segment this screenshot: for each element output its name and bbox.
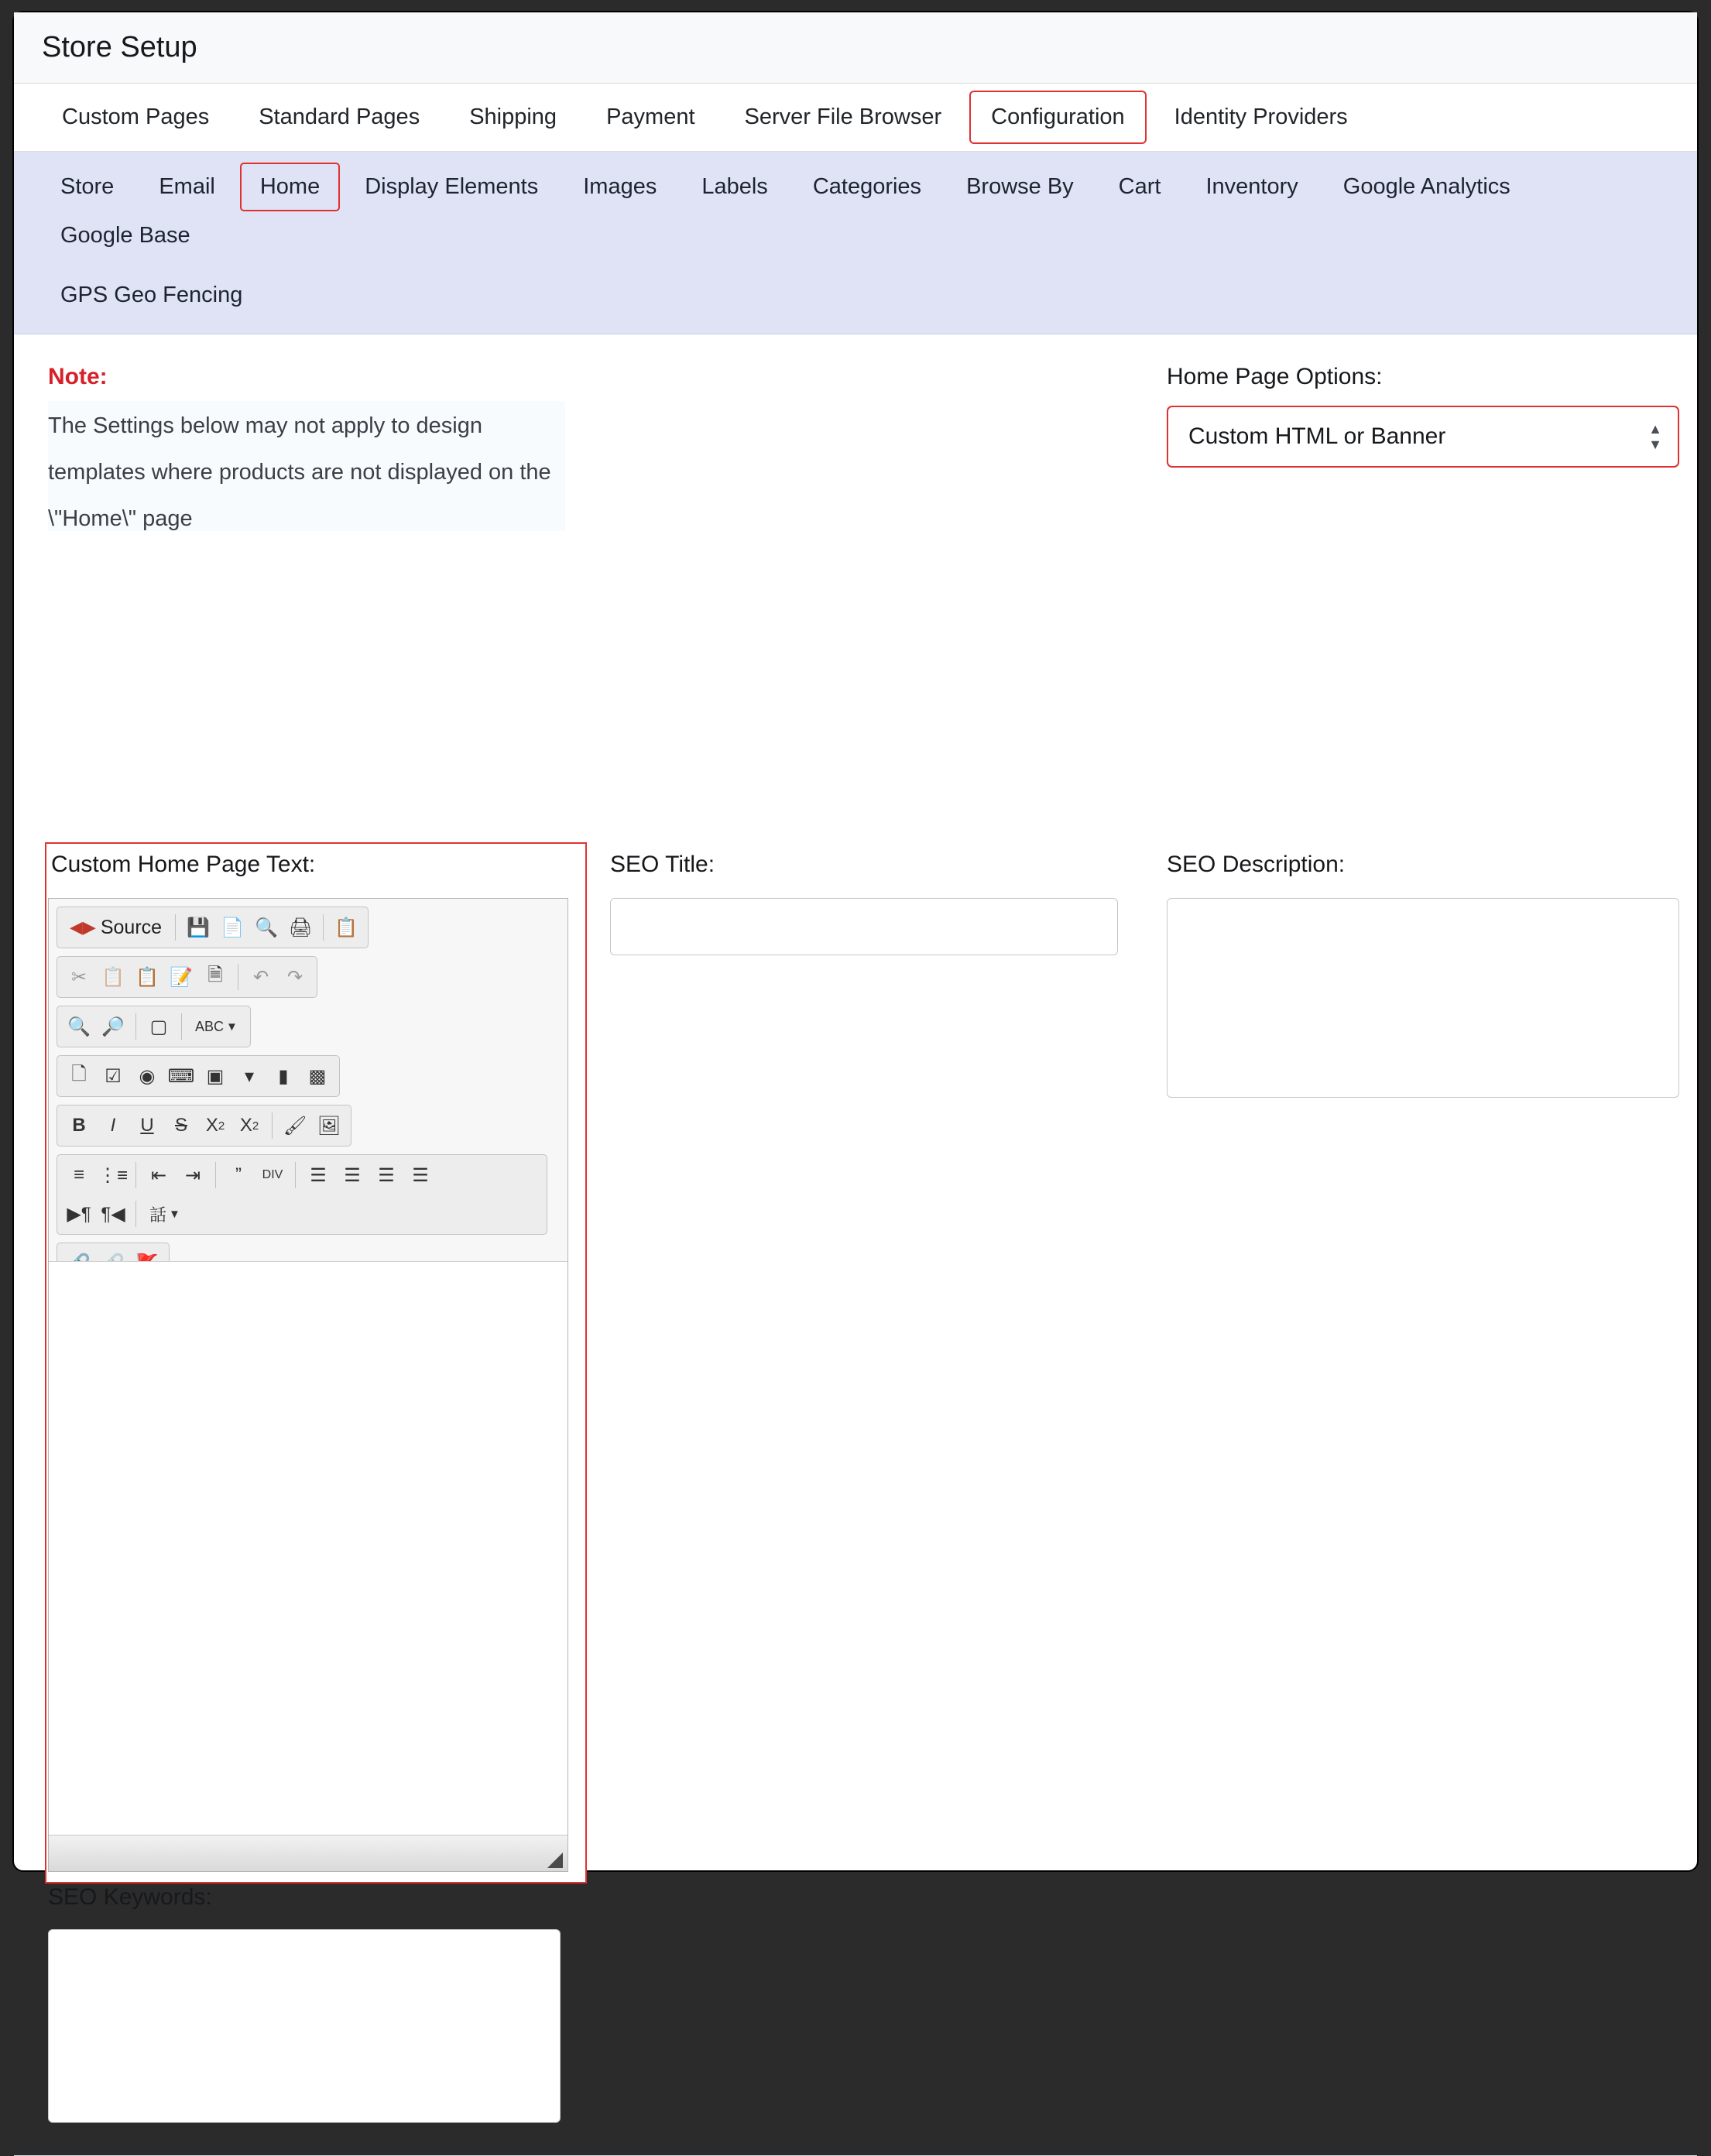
spell-check-icon[interactable]: ABC ▼: [195, 1018, 238, 1034]
superscript-icon[interactable]: X 2: [239, 1115, 259, 1136]
form-icon[interactable]: 🗋: [71, 1063, 87, 1085]
bulleted-list-icon[interactable]: ⋮≡: [98, 1164, 128, 1186]
toolbar-separator: [135, 1013, 136, 1040]
toolbar-group-paragraph: [57, 1154, 547, 1235]
subtab-browse-by[interactable]: Browse By: [966, 174, 1074, 199]
settings-content: [14, 334, 1697, 1938]
text-direction-ltr-icon[interactable]: ▶¶: [67, 1203, 91, 1225]
strikethrough-icon[interactable]: S: [174, 1115, 187, 1136]
tab-custom-pages[interactable]: Custom Pages: [62, 105, 210, 129]
subtab-email[interactable]: Email: [159, 174, 215, 199]
tab-shipping[interactable]: Shipping: [469, 105, 557, 129]
source-button[interactable]: ◀▶ Source: [70, 916, 163, 938]
editor-content-area[interactable]: [49, 1261, 567, 1836]
preview-icon[interactable]: 🔍: [255, 917, 278, 938]
selection-field-icon[interactable]: ▾: [244, 1065, 255, 1087]
find-icon[interactable]: 🔍: [67, 1016, 91, 1037]
subscript-icon[interactable]: X 2: [205, 1115, 225, 1136]
save-icon[interactable]: 💾: [187, 917, 210, 938]
seo-keywords-label: SEO Keywords:: [48, 1884, 212, 1910]
secondary-tab-row-1: [40, 163, 1671, 260]
seo-description-input[interactable]: [1167, 898, 1679, 1098]
toolbar-separator: [135, 1162, 136, 1188]
text-field-icon[interactable]: ⌨: [167, 1065, 195, 1087]
stepper-arrows-icon: ▲ ▼: [1648, 421, 1662, 452]
home-page-options-select[interactable]: [1167, 406, 1679, 468]
templates-icon[interactable]: 📋: [334, 917, 358, 938]
copy-formatting-icon[interactable]: 🖼: [317, 1115, 341, 1136]
toolbar-group-editing: [57, 1006, 251, 1047]
home-page-options-value: Custom HTML or Banner: [1188, 423, 1446, 449]
window-titlebar: [14, 12, 1697, 84]
radio-button-icon[interactable]: ◉: [139, 1065, 156, 1087]
subtab-home[interactable]: Home: [240, 163, 340, 211]
primary-tab-bar: [14, 84, 1697, 152]
note-box: [48, 401, 565, 531]
bold-icon[interactable]: B: [72, 1115, 86, 1136]
toolbar-separator: [181, 1013, 182, 1040]
rich-text-editor: [48, 898, 568, 1872]
text-direction-rtl-icon[interactable]: ¶◀: [101, 1203, 125, 1225]
toolbar-separator: [215, 1162, 216, 1188]
secondary-tab-bar: [14, 152, 1697, 334]
language-icon[interactable]: 話 ▼: [149, 1205, 180, 1225]
toolbar-separator: [295, 1162, 296, 1188]
seo-keywords-input[interactable]: [48, 1929, 561, 2123]
toolbar-group-clipboard: [57, 956, 317, 998]
create-div-icon[interactable]: DIV: [262, 1168, 283, 1181]
seo-title-input[interactable]: [610, 898, 1118, 955]
cut-icon[interactable]: ✂: [70, 966, 87, 988]
tab-identity-providers[interactable]: Identity Providers: [1174, 105, 1348, 129]
tab-standard-pages[interactable]: Standard Pages: [259, 105, 420, 129]
textarea-icon[interactable]: ▣: [206, 1065, 225, 1087]
subtab-gps-geo-fencing[interactable]: GPS Geo Fencing: [60, 283, 243, 307]
print-icon[interactable]: 🖨: [288, 917, 313, 938]
paste-icon[interactable]: 📋: [135, 966, 159, 988]
home-page-options-label: Home Page Options:: [1167, 364, 1383, 389]
page-title: Store Setup: [42, 31, 197, 63]
image-button-icon[interactable]: ▩: [308, 1065, 327, 1087]
checkbox-icon[interactable]: ☑: [105, 1065, 122, 1087]
align-left-icon[interactable]: ☰: [310, 1164, 327, 1186]
redo-icon[interactable]: ↷: [286, 966, 303, 988]
toolbar-separator: [323, 914, 324, 941]
align-right-icon[interactable]: ☰: [378, 1164, 395, 1186]
tab-server-file-browser[interactable]: Server File Browser: [744, 105, 942, 129]
remove-format-icon[interactable]: 🖌: [283, 1115, 307, 1136]
seo-description-label: SEO Description:: [1167, 852, 1346, 877]
numbered-list-icon[interactable]: ≡: [73, 1164, 84, 1185]
note-text: The Settings below may not apply to design templates where products are not displayed on the \"Home\" page: [48, 413, 551, 531]
subtab-store[interactable]: Store: [60, 174, 115, 199]
paste-as-plain-text-icon[interactable]: 📝: [170, 966, 193, 988]
editor-footer: [49, 1835, 567, 1871]
underline-icon[interactable]: U: [140, 1115, 154, 1136]
new-page-icon[interactable]: 📄: [221, 917, 244, 938]
toolbar-group-document: [57, 907, 369, 948]
button-icon[interactable]: ▮: [278, 1065, 289, 1087]
toolbar-separator: [272, 1112, 273, 1139]
secondary-tab-row-2: [40, 271, 1671, 320]
subtab-images[interactable]: Images: [583, 174, 657, 199]
subtab-inventory[interactable]: Inventory: [1205, 174, 1298, 199]
tab-configuration[interactable]: Configuration: [969, 91, 1147, 144]
increase-indent-icon[interactable]: ⇥: [184, 1164, 201, 1186]
store-setup-window: [12, 11, 1699, 1910]
select-all-icon[interactable]: ▢: [149, 1016, 168, 1037]
note-label: Note:: [48, 364, 108, 389]
seo-title-label: SEO Title:: [610, 852, 715, 877]
align-center-icon[interactable]: ☰: [344, 1164, 361, 1186]
resize-grip-icon[interactable]: [547, 1853, 563, 1868]
italic-icon[interactable]: I: [110, 1115, 116, 1136]
paste-from-word-icon[interactable]: 🗎: [207, 964, 223, 985]
replace-icon[interactable]: 🔎: [101, 1016, 125, 1037]
subtab-google-analytics[interactable]: Google Analytics: [1342, 174, 1510, 199]
subtab-labels[interactable]: Labels: [701, 174, 768, 199]
subtab-cart[interactable]: Cart: [1118, 174, 1161, 199]
copy-icon[interactable]: 📋: [101, 966, 125, 988]
toolbar-group-forms: [57, 1055, 340, 1097]
toolbar-group-basic-styles: [57, 1105, 351, 1147]
subtab-google-base[interactable]: Google Base: [60, 223, 190, 248]
custom-home-page-text-label: Custom Home Page Text:: [51, 852, 316, 877]
undo-icon[interactable]: ↶: [252, 966, 269, 988]
tab-payment[interactable]: Payment: [606, 105, 695, 129]
blockquote-icon[interactable]: ”: [235, 1164, 242, 1185]
toolbar-separator: [135, 1201, 136, 1227]
subtab-categories[interactable]: Categories: [812, 174, 922, 199]
decrease-indent-icon[interactable]: ⇤: [150, 1164, 167, 1186]
justify-icon[interactable]: ☰: [412, 1164, 429, 1186]
subtab-display-elements[interactable]: Display Elements: [365, 174, 539, 199]
toolbar-separator: [175, 914, 176, 941]
